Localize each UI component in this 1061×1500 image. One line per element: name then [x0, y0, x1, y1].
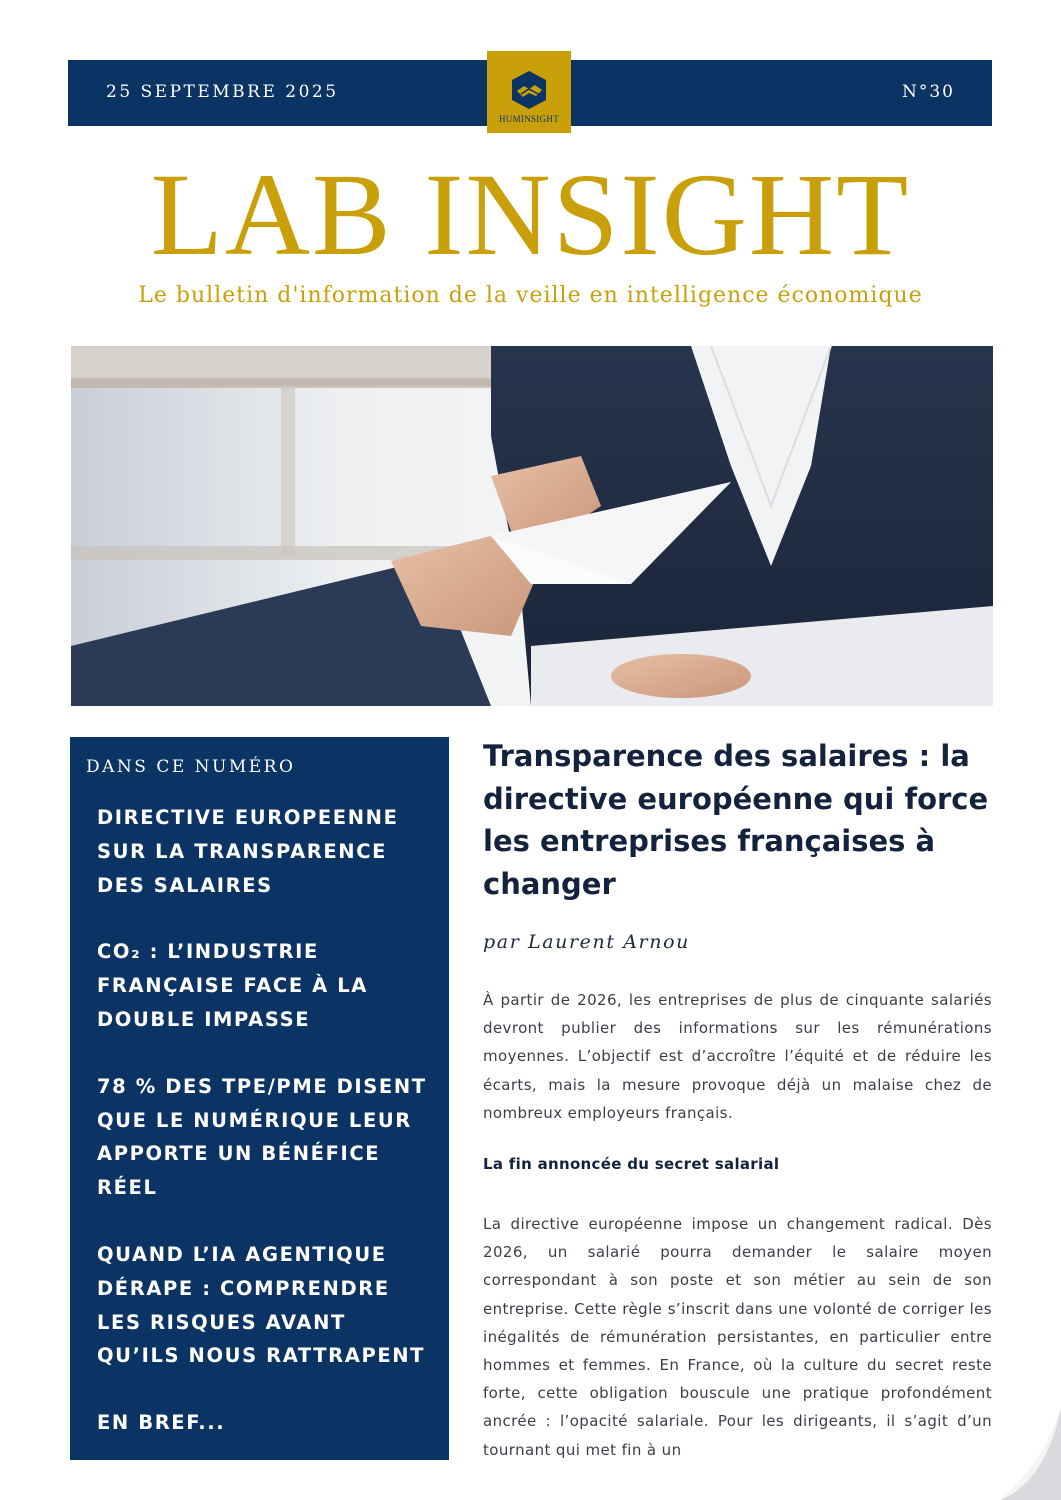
cover-photo: [71, 346, 993, 706]
toc-item[interactable]: EN BREF...: [97, 1411, 226, 1435]
handshake-envelope-photo-icon: [71, 346, 993, 706]
article-byline: par Laurent Arnou: [483, 931, 690, 953]
toc-item[interactable]: QUAND L’IA AGENTIQUE DÉRAPE : COMPRENDRE LES RISQUES AVANT QU’ILS NOUS RATTRAPENT: [97, 1242, 426, 1368]
masthead-subtitle: Le bulletin d'information de la veille en intelligence économique: [138, 283, 923, 308]
logo-wordmark: HUMINSIGHT: [499, 114, 559, 124]
toc-heading: DANS CE NUMÉRO: [86, 757, 296, 777]
toc-item[interactable]: DIRECTIVE EUROPEENNE SUR LA TRANSPARENCE DES SALAIRES: [97, 806, 399, 897]
article-body: La directive européenne impose un changement radical. Dès 2026, un salarié pourra demander le salaire moyen correspondant à son poste et son métier au sein de son entreprise. Cette règle s’inscrit dans une volonté de corriger les inégalités de rémunération persistantes, en particulier entre hommes et femmes. En France, où la culture du secret reste forte, cette obligation bouscule une pratique profondément ancrée : l’opacité salariale. Pour les dirigeants, il s’agit d’un tournant qui met fin à un: [483, 1215, 992, 1459]
table-of-contents: [70, 737, 449, 1460]
hexagon-handshake-icon: [509, 69, 549, 111]
toc-item[interactable]: CO₂ : L’INDUSTRIE FRANÇAISE FACE À LA DOUBLE IMPASSE: [97, 940, 368, 1031]
article-title: Transparence des salaires : la directive européenne qui force les entreprises françaises à changer: [483, 739, 989, 901]
page-curl-icon: [990, 1408, 1061, 1500]
toc-list: [97, 801, 437, 1473]
huminsight-logo: [487, 51, 571, 133]
masthead-title: LAB INSIGHT: [150, 149, 911, 280]
issue-date: 25 SEPTEMBRE 2025: [106, 82, 339, 102]
issue-number: N°30: [901, 82, 955, 102]
article-subhead: La fin annoncée du secret salarial: [483, 1155, 780, 1173]
toc-item[interactable]: 78 % DES TPE/PME DISENT QUE LE NUMÉRIQUE LEUR APPORTE UN BÉNÉFICE RÉEL: [97, 1074, 427, 1200]
article-intro: À partir de 2026, les entreprises de plus de cinquante salariés devront publier des informations sur les rémunérations moyennes. L’objectif est d’accroître l’équité et de réduire les écarts, mais la mesure provoque déjà un malaise chez de nombreux employeurs français.: [483, 991, 992, 1122]
